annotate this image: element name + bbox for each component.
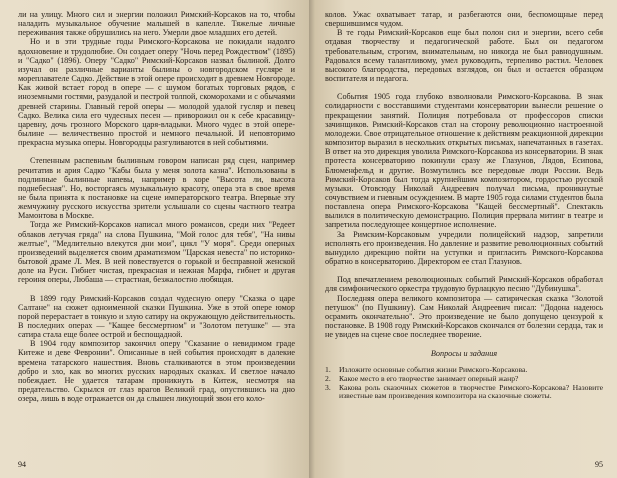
question-number: 2. [325,373,331,383]
body-paragraph: Последняя опера великого композитора — сатирическая сказка "Золотой петушок" (по Пушкину). Сам Николай Андреевич писал: "Додона надеюсь осрамить окончательно". Это произведение не было допущено цензурой к постановке. В 1908 году Римский-Корсаков скончался от болезни сердца, так и не увидев на сцене свое последнее творение. [325,293,603,340]
body-paragraph: Но и в эти трудные годы Римского-Корсакова не покидали надолго вдохновение и трудолюбие. Он создает оперу "Ночь перед Рождеством" (1895) и "Садко" (1896). Оперу "Садко" Римский-Корсаков назвал былиной. Долго изучал он различные варианты былины о новгородском гусляре и мореплавателе Садко. Действие в этой опере происходит в древнем Новгороде. Как живой встает город в опере — с шумом богатых торговых рядов, с иноземными гостями, разудалой и пестрой толпой, скоморохами и с обычаями древней старины. Главный герой оперы — молодой удалой гусляр и певец Садко. Велика сила его чудесных песен — приворожил он к себе красавицу-царевну, дочь грозного Морского царя-владыки. Много чудес в этой опере-былине — величественно простой и немного печальной. И неповторимо прекрасна музыка оперы. Новгородцы разгуливаются в ней событиями. [18,37,295,148]
question-text: Какое место в его творчестве занимает оперный жанр? [339,373,519,383]
page-number-right: 95 [595,460,603,469]
paragraph-gap [325,266,603,275]
body-paragraph: В те годы Римский-Корсаков еще был полон сил и энергии, всего себя отдавая творчеству и педагогической работе. Был он педагогом требовательным, строгим, внимательным, но никогда не был равнодушным. Радовался всему талантливому, умел руководить, терпеливо растил. Человек высокого благородства, передовых взглядов, он был и остается образцом воспитателя и педагога. [325,28,603,84]
question-text: Изложите основные события жизни Римского-Корсакова. [339,365,528,375]
gutter-shadow [309,0,315,478]
body-paragraph: Степенным распевным былинным говором написан ряд сцен, например речитатив и ария Садко "Кабы была у меня золота казна". Использованы в подлинные былинные напевы, например в хоре "Высота ли, высота поднебесная". Но, восторгаясь музыкальную красоту, опера эта в свое время не была принята к постановке на сцене императорского театра. Впервые эту жемчужину русского искусства зрители услышали со сцены частного театра Мамонтова в Москве. [18,156,295,221]
body-paragraph: В 1904 году композитор закончил оперу "Сказание о невидимом граде Китеже и деве Февронии". Описанные в ней события происходят в далекие времена татарского нашествия. Вновь сталкиваются в этом произведении добро и зло, как во многих русских народных сказках. И светлое начало побеждает. Не удается татарам проникнуть в Китеж, несмотря на предательство. Скрылся от глаз врагов Великий град, опустившись на дно озера, лишь в воде отражается он да слышен ликующий звон его коло- [18,339,295,404]
right-page-body [325,10,603,339]
body-paragraph: Под впечатлением революционных событий Римский-Корсаков обработал для симфонического оркестра трудовую бурлацкую песню "Дубинушка". [325,275,603,294]
left-page-body [18,10,295,403]
body-paragraph: колов. Ужас охватывает татар, и разбегаются они, беспомощные перед свершившимся чудом. [325,10,603,29]
question-number: 3. [325,382,331,392]
body-paragraph: ли на улицу. Много сил и энергии положил Римский-Корсаков на то, чтобы наладить музыкальное обучение малышей в капелле. Тяжелые личные переживания также обрушились на него. Умерли двое младших его детей. [18,10,295,38]
paragraph-gap [18,147,295,156]
question-number: 1. [325,365,331,375]
questions-list [325,366,603,400]
page-number-left: 94 [18,460,26,469]
body-paragraph: За Римским-Корсаковым учредили полицейский надзор, запретили исполнять его произведения. Но давление и развитие революционных событий вынудило дирекцию пойти на уступки и пригласить Римского-Корсакова обратно в консерваторию. Директором ее стал Глазунов. [325,229,603,267]
body-paragraph: Тогда же Римский-Корсаков написал много романсов, среди них "Редеет облаков летучая гряда" на слова Пушкина, "Мой голос для тебя", "На нивы желтые", "Медлительно влекутся дни мои", цикл "У моря". Среди оперных произведений выделяется своим драматизмом "Царская невеста" по историко-бытовой драме Л. Мея. В ней повествуется о горькой и бесправной женской доле на Руси. Гибнет чистая, прекрасная и нежная Марфа, гибнет и другая героиня оперы, Любаша — страстная, безжалостно любящая. [18,220,295,285]
body-paragraph: События 1905 года глубоко взволновали Римского-Корсакова. В знак солидарности с восставшими студентами консерватории вынесли решение о прекращении занятий. Полиция потребовала от профессоров списки зачинщиков. Римский-Корсаков стал на сторону революционно настроенной молодежи. Свое отрицательное отношение к действиям реакционной дирекции композитор выразил в нескольких открытых письмах, напечатанных в газетах. В ответ на это дирекция уволила Римского-Корсакова из консерватории. В знак протеста консерваторию покинули сразу же Глазунов, Лядов, Есипова, Блюменфельд и другие. Возмутились все передовые люди России. Ведь Римский-Корсаков был тогда крупнейшим композитором, гордостью русской музыки. Отовсюду Николай Андреевич получал письма, проникнутые сочувствием и гневным осуждением. В марте 1905 года силами студентов была поставлена опера Римского-Корсакова "Кащей бессмертный". Спектакль вылился в политическую демонстрацию. Полиция прервала митинг в театре и запретила последующее концертное исполнение. [325,92,603,230]
body-paragraph: В 1899 году Римский-Корсаков создал чудесную оперу "Сказка о царе Салтане" на сюжет одноименной сказки Пушкина. Уже в этой опере юмор порой перерастает в тонкую и злую сатиру на окружающую действительность. В последних операх — "Кащее бессмертном" и "Золотом петушке" — эта сатира стала еще более острой и беспощадной. [18,293,295,340]
paragraph-gap [325,83,603,92]
right-page [309,0,617,478]
question-item [325,384,603,401]
questions-heading: Вопросы и задания [430,349,498,359]
paragraph-gap [18,285,295,294]
question-text: Какова роль сказочных сюжетов в творчестве Римского-Корсакова? Назовите известные вам произведения композитора на сказочные сюжеты. [339,382,603,401]
